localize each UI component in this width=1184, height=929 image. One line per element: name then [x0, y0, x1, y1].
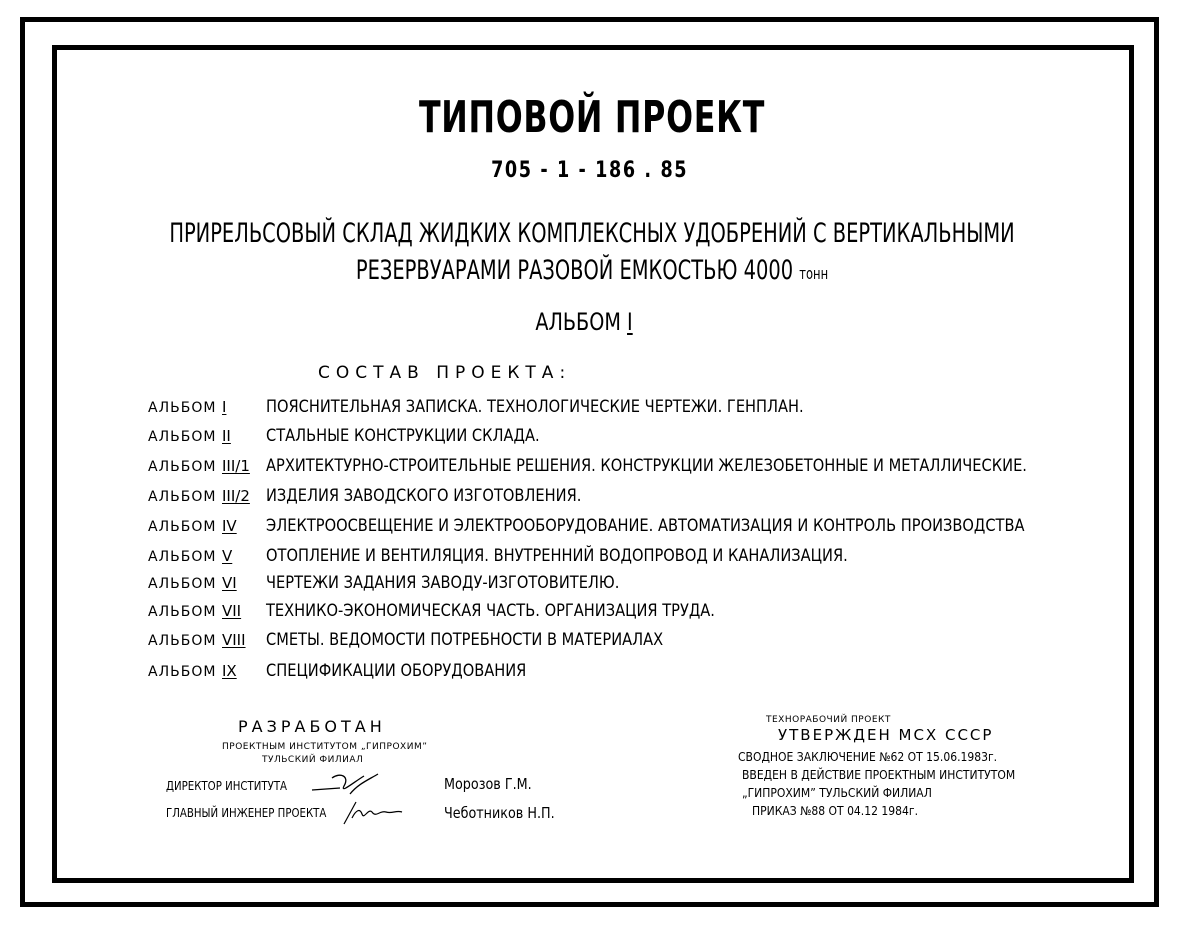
- album-row-description: СТАЛЬНЫЕ КОНСТРУКЦИИ СКЛАДА.: [266, 426, 540, 446]
- subtitle-line-2-text: РЕЗЕРВУАРАМИ РАЗОВОЙ ЕМКОСТЬЮ 4000: [355, 255, 794, 286]
- album-row-label: АЛЬБОМ: [148, 489, 217, 505]
- album-row-label: АЛЬБОМ: [148, 604, 217, 620]
- album-row-description: ЭЛЕКТРООСВЕЩЕНИЕ И ЭЛЕКТРООБОРУДОВАНИЕ. АВТОМАТИЗАЦИЯ И КОНТРОЛЬ ПРОИЗВОДСТВА: [266, 516, 1025, 536]
- album-row: [148, 516, 1148, 542]
- album-row-description: СМЕТЫ. ВЕДОМОСТИ ПОТРЕБНОСТИ В МАТЕРИАЛАХ: [266, 630, 664, 650]
- album-row-description: ПОЯСНИТЕЛЬНАЯ ЗАПИСКА. ТЕХНОЛОГИЧЕСКИЕ ЧЕРТЕЖИ. ГЕНПЛАН.: [266, 397, 804, 417]
- album-row-number: VII: [222, 602, 242, 620]
- director-signature: [310, 770, 382, 798]
- introduced-line-1: ВВЕДЕН В ДЕЙСТВИЕ ПРОЕКТНЫМ ИНСТИТУТОМ: [742, 768, 1016, 782]
- subtitle-line-1: ПРИРЕЛЬСОВЫЙ СКЛАД ЖИДКИХ КОМПЛЕКСНЫХ УДОБРЕНИЙ С ВЕРТИКАЛЬНЫМИ: [169, 218, 1015, 249]
- album-row-description: ЧЕРТЕЖИ ЗАДАНИЯ ЗАВОДУ-ИЗГОТОВИТЕЛЮ.: [266, 573, 620, 593]
- project-code: 705 - 1 - 186 . 85: [491, 158, 689, 183]
- album-row-number: IV: [222, 517, 237, 535]
- album-row: [148, 486, 633, 512]
- album-row: [148, 397, 891, 423]
- album-row: [148, 426, 584, 452]
- album-row: [148, 456, 1151, 482]
- album-row-description: АРХИТЕКТУРНО-СТРОИТЕЛЬНЫЕ РЕШЕНИЯ. КОНСТРУКЦИИ ЖЕЛЕЗОБЕТОННЫЕ И МЕТАЛЛИЧЕСКИЕ.: [266, 456, 1027, 476]
- album-row-description: СПЕЦИФИКАЦИИ ОБОРУДОВАНИЯ: [266, 661, 527, 681]
- developer-institute: ПРОЕКТНЫМ ИНСТИТУТОМ „ГИПРОХИМ”: [222, 742, 428, 752]
- subtitle-line-2: [166, 255, 1018, 286]
- album-row: [148, 573, 677, 599]
- chief-engineer-role: ГЛАВНЫЙ ИНЖЕНЕР ПРОЕКТА: [166, 806, 327, 820]
- developer-heading: РАЗРАБОТАН: [238, 717, 386, 736]
- subtitle-unit: тонн: [799, 264, 829, 283]
- current-album: [110, 308, 1057, 336]
- album-row-number: II: [222, 427, 231, 445]
- director-role: ДИРЕКТОР ИНСТИТУТА: [166, 779, 288, 793]
- director-name: Морозов Г.М.: [444, 775, 532, 793]
- approval-conclusion: СВОДНОЕ ЗАКЛЮЧЕНИЕ №62 ОТ 15.06.1983г.: [738, 750, 998, 764]
- album-row-label: АЛЬБОМ: [148, 664, 217, 680]
- album-row-label: АЛЬБОМ: [148, 576, 217, 592]
- album-row-description: ТЕХНИКО-ЭКОНОМИЧЕСКАЯ ЧАСТЬ. ОРГАНИЗАЦИЯ ТРУДА.: [266, 601, 715, 621]
- album-row-number: VI: [222, 574, 237, 592]
- album-row-number: III/1: [222, 457, 250, 475]
- project-type: ТЕХНОРАБОЧИЙ ПРОЕКТ: [766, 715, 891, 725]
- album-row-label: АЛЬБОМ: [148, 429, 217, 445]
- document-title: ТИПОВОЙ ПРОЕКТ: [418, 92, 766, 143]
- album-row: [148, 546, 942, 572]
- album-row-number: V: [222, 547, 233, 565]
- album-row-description: ИЗДЕЛИЯ ЗАВОДСКОГО ИЗГОТОВЛЕНИЯ.: [266, 486, 582, 506]
- album-row-number: I: [222, 398, 227, 416]
- album-row-label: АЛЬБОМ: [148, 549, 217, 565]
- album-row-number: IX: [222, 662, 237, 680]
- album-row-number: VIII: [222, 631, 246, 649]
- introduced-line-2: „ГИПРОХИМ” ТУЛЬСКИЙ ФИЛИАЛ: [742, 786, 932, 800]
- album-row: [148, 601, 788, 627]
- approval-order: ПРИКАЗ №88 ОТ 04.12 1984г.: [752, 804, 919, 818]
- album-row-number: III/2: [222, 487, 250, 505]
- album-row-label: АЛЬБОМ: [148, 400, 217, 416]
- album-row-label: АЛЬБОМ: [148, 519, 217, 535]
- album-row-description: ОТОПЛЕНИЕ И ВЕНТИЛЯЦИЯ. ВНУТРЕННИЙ ВОДОПРОВОД И КАНАЛИЗАЦИЯ.: [266, 546, 848, 566]
- album-row-label: АЛЬБОМ: [148, 459, 217, 475]
- album-row: [148, 661, 569, 687]
- chief-engineer-name: Чеботников Н.П.: [444, 804, 555, 822]
- current-album-label: АЛЬБОМ: [535, 308, 621, 336]
- current-album-number: I: [627, 308, 633, 336]
- album-row-label: АЛЬБОМ: [148, 633, 217, 649]
- developer-branch: ТУЛЬСКИЙ ФИЛИАЛ: [262, 755, 364, 765]
- approved-by: УТВЕРЖДЕН МСХ СССР: [778, 726, 994, 744]
- composition-heading: СОСТАВ ПРОЕКТА:: [318, 363, 572, 383]
- album-row: [148, 630, 728, 656]
- chief-engineer-signature: [342, 798, 412, 826]
